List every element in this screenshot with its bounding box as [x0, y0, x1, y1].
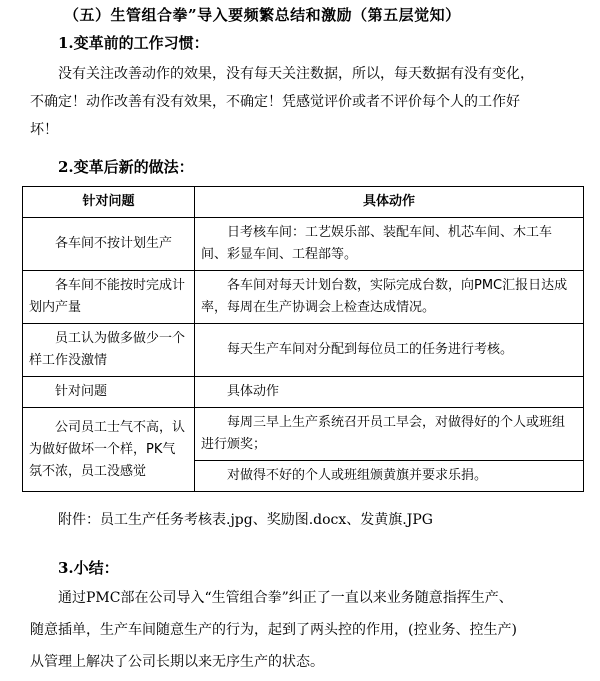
table-cell-action: 各车间对每天计划台数，实际完成台数，向PMC汇报日达成率，每周在生产协调会上检查达成情况。 [195, 271, 584, 324]
paragraph-line: 随意插单，生产车间随意生产的行为，起到了两头控的作用，(控业务、控生产) [30, 622, 517, 638]
table-cell-action: 日考核车间：工艺娱乐部、装配车间、机芯车间、木工车间、彩显车间、工程部等。 [195, 218, 584, 271]
table-cell-problem: 员工认为做多做少一个样工作没激情 [23, 324, 195, 377]
table-row [23, 271, 584, 324]
section-heading-summary: 3.小结： [58, 559, 119, 577]
paragraph-line: 从管理上解决了公司长期以来无序生产的状态。 [30, 654, 324, 670]
paragraph-line: 不确定！动作改善有没有效果，不确定！凭感觉评价或者不评价每个人的工作好 [30, 94, 520, 110]
paragraph-line: 通过PMC部在公司导入“生管组合拳”纠正了一直以来业务随意指挥生产、 [58, 590, 513, 606]
table-header-action: 具体动作 [195, 187, 584, 218]
table-cell-problem: 针对问题 [23, 377, 195, 408]
paragraph-before [30, 60, 585, 144]
measures-table [22, 186, 584, 492]
paragraph-line: 坏！ [30, 122, 58, 138]
table-cell-action: 具体动作 [195, 377, 584, 408]
document-title: （五）生管组合拳”导入要频繁总结和激励（第五层觉知） [64, 6, 461, 24]
table-header-problem: 针对问题 [23, 187, 195, 218]
table-row [23, 218, 584, 271]
paragraph-line: 没有关注改善动作的效果，没有每天关注数据，所以，每天数据有没有变化， [58, 66, 534, 82]
section-heading-before: 1.变革前的工作习惯： [58, 34, 209, 52]
table-cell-problem: 各车间不能按时完成计划内产量 [23, 271, 195, 324]
table-cell-action: 每天生产车间对分配到每位员工的任务进行考核。 [195, 324, 584, 377]
paragraph-summary [30, 582, 585, 678]
table-cell-action: 对做得不好的个人或班组颁黄旗并要求乐捐。 [195, 461, 584, 492]
table-cell-problem: 各车间不按计划生产 [23, 218, 195, 271]
attachment-line: 附件：员工生产任务考核表.jpg、奖励图.docx、发黄旗.JPG [58, 512, 433, 528]
table-cell-problem: 公司员工士气不高，认为做好做坏一个样，PK气氛不浓，员工没感觉 [23, 408, 195, 492]
table-row [23, 408, 584, 461]
table-row [23, 324, 584, 377]
table-row [23, 377, 584, 408]
table-cell-action: 每周三早上生产系统召开员工早会，对做得好的个人或班组进行颁奖； [195, 408, 584, 461]
table-header-row [23, 187, 584, 218]
section-heading-after: 2.变革后新的做法： [58, 158, 194, 176]
